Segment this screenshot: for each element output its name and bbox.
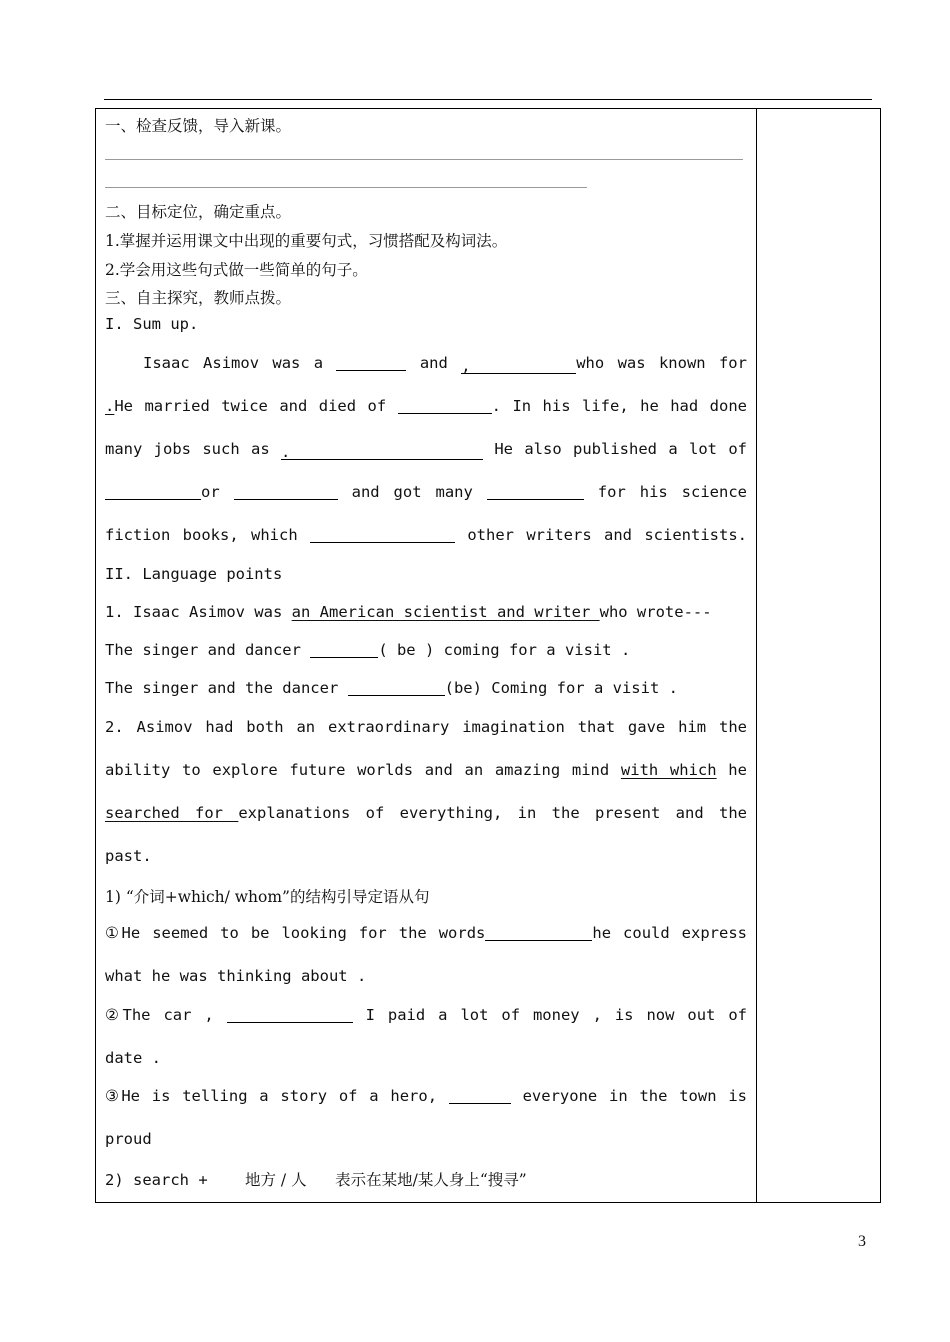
section-1-heading: 一、检查反馈，导入新课。 [105,117,292,135]
blank[interactable] [348,680,445,697]
blank[interactable] [336,355,406,372]
example-2-line-1: ②The car , I paid a lot of money , is now out of [105,1006,747,1024]
blank[interactable]: . [281,443,483,460]
example-1-line-2: what he was thinking about . [105,967,367,985]
point-2-line-3: searched for explanations of everything, in the present and the [105,804,747,822]
header-rule [104,99,872,100]
blank[interactable] [449,1088,511,1105]
table-column-divider [756,108,757,1203]
point-1: 1. Isaac Asimov was an American scientist and writer who wrote--- [105,603,712,621]
goal-item-2: 2.学会用这些句式做一些简单的句子。 [105,261,368,279]
sum-up-heading: I. Sum up. [105,315,199,333]
sum-up-line-1: Isaac Asimov was a and , who was known for [143,354,747,375]
example-3-line-1: ③He is telling a story of a hero, everyone in the town is [105,1087,747,1105]
point-1-example-1: The singer and dancer ( be ) coming for a visit . [105,641,631,659]
language-points-heading: II. Language points [105,565,283,583]
blank[interactable] [234,484,338,501]
sum-up-line-5: fiction books, which other writers and scientists. [105,526,747,544]
sum-up-line-4: or and got many for his science [105,483,747,501]
answer-line-2 [105,187,587,188]
point-2-line-2: ability to explore future worlds and an amazing mind with which he [105,761,747,779]
example-3-line-2: proud [105,1130,152,1148]
example-1-line-1: ①He seemed to be looking for the words he could express [105,924,748,942]
page-number: 3 [858,1233,866,1250]
point-2-line-4: past. [105,847,152,865]
sub-point-1-heading: 1) “介词+which/ whom”的结构引导定语从句 [105,888,430,906]
section-2-heading: 二、目标定位，确定重点。 [105,203,292,221]
sum-up-line-2: .He married twice and died of . In his life, he had done [105,397,747,415]
blank[interactable] [485,925,592,942]
blank[interactable] [227,1007,353,1024]
sum-up-line-3: many jobs such as . He also published a lot of [105,440,747,461]
answer-line-1 [105,159,743,160]
sub-point-2: 2) search + 地方 / 人 表示在某地/某人身上“搜寻” [105,1171,527,1189]
point-2-line-1: 2. Asimov had both an extraordinary imagination that gave him the [105,718,747,736]
blank[interactable] [487,484,584,501]
example-2-line-2: date . [105,1049,161,1067]
blank[interactable]: , [461,357,576,374]
section-3-heading: 三、自主探究，教师点拨。 [105,289,292,307]
blank[interactable] [398,398,492,415]
blank[interactable] [105,484,201,501]
goal-item-1: 1.掌握并运用课文中出现的重要句式，习惯搭配及构词法。 [105,232,508,250]
blank[interactable] [310,527,455,544]
point-1-example-2: The singer and the dancer (be) Coming for a visit . [105,679,678,697]
blank[interactable] [310,642,378,659]
